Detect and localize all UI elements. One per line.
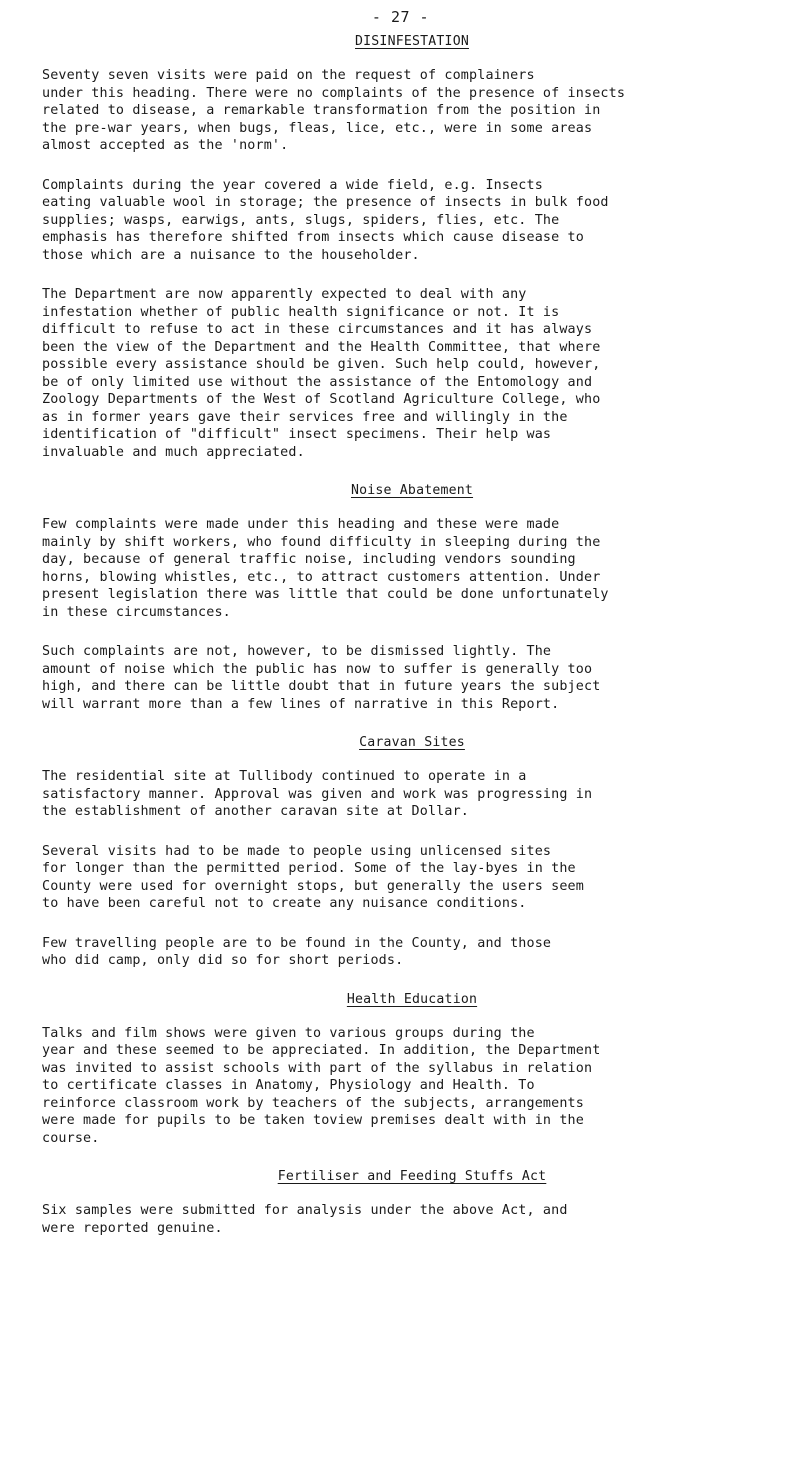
paragraph: Few travelling people are to be found in the County, and those who did camp, only did so for short periods. (42, 935, 552, 968)
section-fertiliser-act (42, 1169, 782, 1237)
document-body (42, 34, 782, 1259)
section-heading: Noise Abatement (350, 483, 474, 498)
section-health-education (42, 992, 782, 1148)
paragraph: Six samples were submitted for analysis under the above Act, and were reported genuine. (42, 1203, 568, 1236)
section-caravan-sites (42, 735, 782, 970)
paragraph: The Department are now apparently expected to deal with any infestation whether of public health significance or not. It is difficult to refuse to act in these circumstances and it has always been the view of the Department and the Health Committee, that where possible every assistance should be given. Such help could, however, be of only limited use without the assistance of the Entomology and Zoology Departments of the West of Scotland Agriculture College, who as in former years gave their services free and willingly in the identification of "difficult" insect specimens. Their help was invaluable and much appreciated. (42, 287, 601, 460)
paragraph: Several visits had to be made to people using unlicensed sites for longer than the permitted period. Some of the lay-byes in the County were used for overnight stops, but generally the users seem to have been careful not to create any nuisance conditions. (42, 843, 584, 911)
paragraph: Seventy seven visits were paid on the request of complainers under this heading. There were no complaints of the presence of insects related to disease, a remarkable transformation from the position in the pre-war years, when bugs, fleas, lice, etc., were in some areas almost accepted as the 'norm'. (42, 68, 626, 153)
paragraph: The residential site at Tullibody continued to operate in a satisfactory manner. Approval was given and work was progressing in the establishment of another caravan site at Dollar. (42, 769, 593, 819)
paragraph: Talks and film shows were given to various groups during the year and these seemed to be appreciated. In addition, the Department was invited to assist schools with part of the syllabus in relation to certificate classes in Anatomy, Physiology and Health. To reinforce classroom work by teachers of the subjects, arrangements were made for pupils to be taken toview premises dealt with in the course. (42, 1025, 601, 1146)
paragraph: Such complaints are not, however, to be dismissed lightly. The amount of noise which the public has now to suffer is generally too high, and there can be little doubt that in future years the subject will warrant more than a few lines of narrative in this Report. (42, 644, 601, 712)
section-disinfestation (42, 34, 782, 461)
page-number: - 27 - (371, 8, 430, 26)
paragraph: Complaints during the year covered a wide field, e.g. Insects eating valuable wool in storage; the presence of insects in bulk food supplies; wasps, earwigs, ants, slugs, spiders, flies, etc. The emphasis has therefore shifted from insects which cause disease to those which are a nuisance to the householder. (42, 177, 609, 263)
paragraph: Few complaints were made under this heading and these were made mainly by shift workers, who found difficulty in sleeping during the day, because of general traffic noise, including vendors sounding horns, blowing whistles, etc., to attract customers attention. Under present legislation there was little that could be done unfortunately in these circumstances. (42, 517, 609, 620)
section-heading: Health Education (346, 991, 478, 1007)
section-noise-abatement (42, 483, 782, 713)
section-heading: DISINFESTATION (355, 34, 469, 49)
section-heading: Fertiliser and Feeding Stuffs Act (277, 1169, 547, 1184)
section-heading: Caravan Sites (359, 735, 465, 750)
